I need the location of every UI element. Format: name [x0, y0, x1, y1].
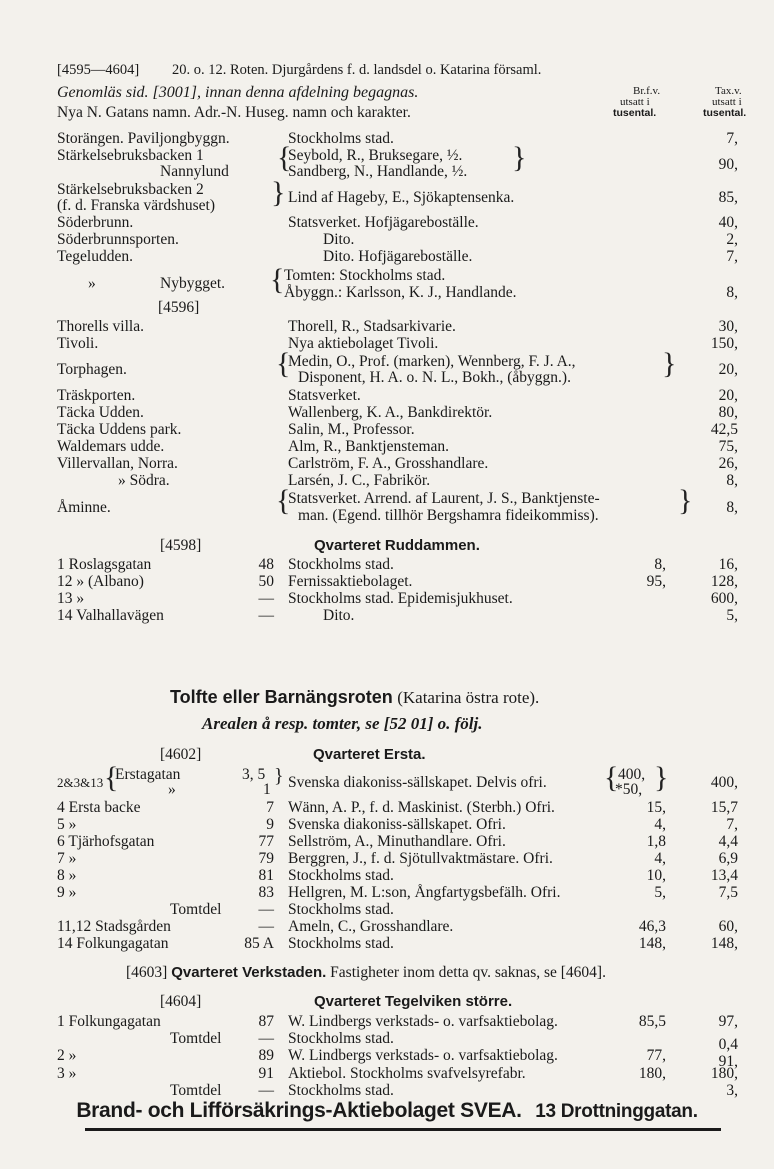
tax-value: 42,5	[710, 421, 738, 438]
owner: Larsén, J. C., Fabrikör.	[288, 472, 431, 489]
address: » Södra.	[118, 472, 170, 489]
owner: Statsverket. Hofjägareboställe.	[288, 214, 479, 231]
tax-value: 600,	[710, 590, 738, 607]
tax-value: 7,	[726, 130, 738, 147]
old-number: —	[258, 607, 274, 624]
owner: Carlström, F. A., Grosshandlare.	[288, 455, 489, 472]
old-number: 79	[258, 850, 274, 867]
street: 13 »	[57, 590, 85, 607]
right-brace: }	[662, 347, 677, 380]
old-number: —	[258, 1082, 274, 1099]
fire-value: 1,8	[646, 833, 666, 850]
col-tax-2: utsatt i	[712, 96, 742, 108]
street: 9 »	[57, 884, 77, 901]
owner: Stockholms stad.	[288, 935, 394, 952]
col-tax-3: tusental.	[703, 107, 747, 119]
old-number: 7	[266, 799, 274, 816]
block-title: Qvarteret Ruddammen.	[314, 537, 480, 554]
old-number: —	[258, 918, 274, 935]
tax-value: 20,	[718, 361, 738, 378]
owner: Wänn, A. P., f. d. Maskinist. (Sterbh.) Ofri.	[288, 799, 555, 816]
address: (f. d. Franska värdshuset)	[57, 197, 215, 214]
tax-value: 128,	[710, 573, 738, 590]
old-number: 77	[258, 833, 274, 850]
owner: Dito.	[323, 607, 355, 624]
address: Torphagen.	[57, 361, 127, 378]
header-text: 20. o. 12. Roten. Djurgårdens f. d. landsdel o. Katarina församl.	[172, 62, 542, 78]
owner: Stockholms stad.	[288, 1030, 394, 1047]
address: Träskporten.	[57, 387, 136, 404]
section-title-rest: (Katarina östra rote).	[397, 688, 540, 707]
address: Stärkelsebruksbacken 1	[57, 147, 204, 164]
street: 1 Folkungagatan	[57, 1013, 161, 1030]
owner: Fernissaktiebolaget.	[288, 573, 413, 590]
tax-value: 7,	[726, 816, 738, 833]
old-number: 87	[258, 1013, 274, 1030]
right-brace: }	[512, 141, 527, 174]
owner: Stockholms stad.	[288, 130, 394, 147]
fire-value: 77,	[646, 1047, 666, 1064]
owner: Dito.	[323, 231, 355, 248]
block-title: Qvarteret Tegelviken större.	[314, 993, 513, 1010]
owner: Svenska diakoniss-sällskapet. Ofri.	[288, 816, 506, 833]
old-number: 81	[258, 867, 274, 884]
street: Tomtdel	[170, 1082, 222, 1099]
ditto-mark: »	[88, 275, 96, 292]
left-brace: {	[276, 484, 291, 517]
fire-value: 148,	[638, 935, 666, 952]
owner: Svenska diakoniss-sällskapet. Delvis ofri.	[288, 774, 547, 791]
fire-value: 400,	[618, 766, 646, 783]
owner: Stockholms stad.	[288, 1082, 394, 1099]
fire-value: 8,	[654, 556, 666, 573]
street: 8 »	[57, 867, 77, 884]
fire-value: 85,5	[638, 1013, 666, 1030]
old-number: —	[258, 901, 274, 918]
fire-value: 46,3	[638, 918, 666, 935]
fire-value: 180,	[638, 1065, 666, 1082]
street: Tomtdel	[170, 1030, 222, 1047]
tax-value: 97,	[718, 1013, 738, 1030]
right-brace: }	[274, 765, 284, 787]
fire-value: 4,	[654, 816, 666, 833]
section-subtitle: Arealen å resp. tomter, se [52 01] o. följ.	[202, 714, 483, 733]
tax-value: 0,4	[718, 1036, 738, 1053]
tax-value: 8,	[726, 472, 738, 489]
section-title-bold: Tolfte eller Barnängsroten	[170, 687, 393, 707]
owner: Disponent, H. A. o. N. L., Bokh., (åbyggn.).	[298, 369, 571, 386]
tax-value: 30,	[718, 318, 738, 335]
tax-value: 8,	[726, 499, 738, 516]
right-brace: }	[678, 484, 693, 517]
tax-value: 16,	[718, 556, 738, 573]
tax-value: 5,	[726, 607, 738, 624]
right-brace: }	[271, 176, 286, 209]
old-number: 3, 5	[242, 766, 266, 783]
left-brace: {	[604, 761, 619, 794]
owner: Wallenberg, K. A., Bankdirektör.	[288, 404, 493, 421]
tax-value: 26,	[718, 455, 738, 472]
street: 2&3&13	[57, 775, 104, 790]
street: 14 Valhallavägen	[57, 607, 164, 624]
street: 14 Folkungagatan	[57, 935, 169, 952]
col-tax-1: Tax.v.	[715, 85, 742, 97]
address: Söderbrunnsporten.	[57, 231, 179, 248]
fire-value: 15,	[646, 799, 666, 816]
owner: Seybold, R., Bruksegare, ½.	[288, 147, 463, 164]
block-ref: [4604]	[160, 993, 202, 1010]
tax-value: 4,4	[718, 833, 738, 850]
tax-value: 91,	[718, 1053, 738, 1070]
fire-value: 4,	[654, 850, 666, 867]
address: Nannylund	[160, 163, 229, 180]
address: Thorells villa.	[57, 318, 144, 335]
left-brace: {	[276, 347, 291, 380]
footer-advertisement	[0, 1099, 774, 1123]
address: Åminne.	[57, 499, 111, 516]
footer-ad-address: 13 Drottninggatan.	[535, 1101, 698, 1122]
tax-value: 148,	[710, 935, 738, 952]
old-number: 83	[258, 884, 274, 901]
address: Tivoli.	[57, 335, 99, 352]
fire-value: 10,	[646, 867, 666, 884]
street: 6 Tjärhofsgatan	[57, 833, 155, 850]
tax-value: 400,	[710, 774, 738, 791]
footer-underline	[85, 1128, 721, 1131]
tax-value: 7,5	[718, 884, 738, 901]
tax-value: 60,	[718, 918, 738, 935]
tax-value: 180,	[710, 1065, 738, 1082]
address: Stärkelsebruksbacken 2	[57, 181, 204, 198]
owner: Stockholms stad.	[288, 556, 394, 573]
footer-ad-name: Brand- och Lifförsäkrings-Aktiebolaget SVEA.	[76, 1099, 522, 1122]
owner: Stockholms stad.	[288, 901, 394, 918]
section-title	[170, 687, 539, 708]
header-ref: [4595—4604]	[57, 62, 140, 78]
street: Tomtdel	[170, 901, 222, 918]
left-brace: {	[270, 263, 285, 296]
tax-value: 150,	[710, 335, 738, 352]
owner: Thorell, R., Stadsarkivarie.	[288, 318, 456, 335]
address: Waldemars udde.	[57, 438, 165, 455]
tax-value: 13,4	[710, 867, 738, 884]
tax-value: 8,	[726, 284, 738, 301]
tax-value: 20,	[718, 387, 738, 404]
col-br-2: utsatt i	[620, 96, 650, 108]
street: 5 »	[57, 816, 77, 833]
street: 4 Ersta backe	[57, 799, 141, 816]
street: 7 »	[57, 850, 77, 867]
block-ref: [4603]	[126, 964, 168, 981]
street: 3 »	[57, 1065, 77, 1082]
old-number: 1	[263, 781, 271, 798]
tax-value: 75,	[718, 438, 738, 455]
owner: Medin, O., Prof. (marken), Wennberg, F. J. A.,	[288, 353, 576, 370]
owner: Alm, R., Banktjensteman.	[288, 438, 450, 455]
old-number: 50	[258, 573, 274, 590]
tax-value: 90,	[718, 156, 738, 173]
block-ref: [4596]	[158, 299, 200, 316]
owner: Hellgren, M. L:son, Ångfartygsbefälh. Ofri.	[288, 884, 561, 901]
block-note: Fastigheter inom detta qv. saknas, se [4604].	[330, 964, 606, 981]
street: 12 » (Albano)	[57, 573, 144, 590]
address: Villervallan, Norra.	[57, 455, 178, 472]
owner: Stockholms stad. Epidemisjukhuset.	[288, 590, 513, 607]
old-number: 85 A	[244, 935, 274, 952]
owner: Sandberg, N., Handlande, ½.	[288, 163, 468, 180]
owner: Dito. Hofjägareboställe.	[323, 248, 473, 265]
address: Täcka Uddens park.	[57, 421, 182, 438]
tax-value: 40,	[718, 214, 738, 231]
address: Nybygget.	[160, 275, 226, 292]
tax-value: 7,	[726, 248, 738, 265]
block-ref: [4602]	[160, 746, 202, 763]
fire-value: *50,	[615, 781, 643, 798]
block-title: Qvarteret Ersta.	[313, 746, 426, 763]
old-number: 48	[258, 556, 274, 573]
tax-value: 80,	[718, 404, 738, 421]
owner: Nya aktiebolaget Tivoli.	[288, 335, 439, 352]
address: Storängen. Paviljongbyggn.	[57, 130, 230, 147]
street: Erstagatan	[115, 766, 181, 783]
old-number: —	[258, 1030, 274, 1047]
tax-value: 85,	[718, 189, 738, 206]
owner: Åbyggn.: Karlsson, K. J., Handlande.	[284, 284, 517, 301]
address: Täcka Udden.	[57, 404, 144, 421]
old-number: 9	[266, 816, 274, 833]
column-header-left: Nya N. Gatans namn. Adr.-N. Huseg. namn och karakter.	[57, 104, 411, 121]
old-number: 89	[258, 1047, 274, 1064]
left-brace: {	[277, 141, 292, 174]
owner: Berggren, J., f. d. Sjötullvaktmästare. Ofri.	[288, 850, 553, 867]
fire-value: 5,	[654, 884, 666, 901]
tax-value: 2,	[726, 231, 738, 248]
owner: Stockholms stad.	[288, 867, 394, 884]
owner: Ameln, C., Grosshandlare.	[288, 918, 454, 935]
owner: Tomten: Stockholms stad.	[284, 267, 446, 284]
owner: Aktiebol. Stockholms svafvelsyrefabr.	[288, 1065, 526, 1082]
tax-value: 6,9	[718, 850, 738, 867]
owner: Sellström, A., Minuthandlare. Ofri.	[288, 833, 506, 850]
owner: W. Lindbergs verkstads- o. varfsaktiebolag.	[288, 1013, 558, 1030]
address: Tegeludden.	[57, 248, 133, 265]
street: 11,12 Stadsgården	[57, 918, 171, 935]
header-subtitle: Genomläs sid. [3001], innan denna afdelning begagnas.	[57, 84, 419, 101]
block-4-line	[126, 965, 606, 981]
owner: man. (Egend. tillhör Bergshamra fideikommiss).	[298, 507, 599, 524]
tax-value: 3,	[726, 1082, 738, 1099]
tax-value: 15,7	[710, 799, 738, 816]
block-title: Qvarteret Verkstaden.	[171, 964, 327, 981]
old-number: —	[258, 590, 274, 607]
left-brace: {	[104, 761, 119, 794]
right-brace: }	[654, 761, 669, 794]
street: 2 »	[57, 1047, 77, 1064]
street: 1 Roslagsgatan	[57, 556, 152, 573]
owner: Lind af Hageby, E., Sjökaptensenka.	[288, 189, 515, 206]
col-br-1: Br.f.v.	[633, 85, 661, 97]
block-ref: [4598]	[160, 537, 202, 554]
col-br-3: tusental.	[613, 107, 657, 119]
ditto-mark: »	[168, 781, 176, 798]
owner: W. Lindbergs verkstads- o. varfsaktiebolag.	[288, 1047, 558, 1064]
owner: Salin, M., Professor.	[288, 421, 415, 438]
owner: Statsverket. Arrend. af Laurent, J. S., Banktjenste-	[288, 490, 600, 507]
address: Söderbrunn.	[57, 214, 134, 231]
owner: Statsverket.	[288, 387, 361, 404]
old-number: 91	[258, 1065, 274, 1082]
fire-value: 95,	[646, 573, 666, 590]
